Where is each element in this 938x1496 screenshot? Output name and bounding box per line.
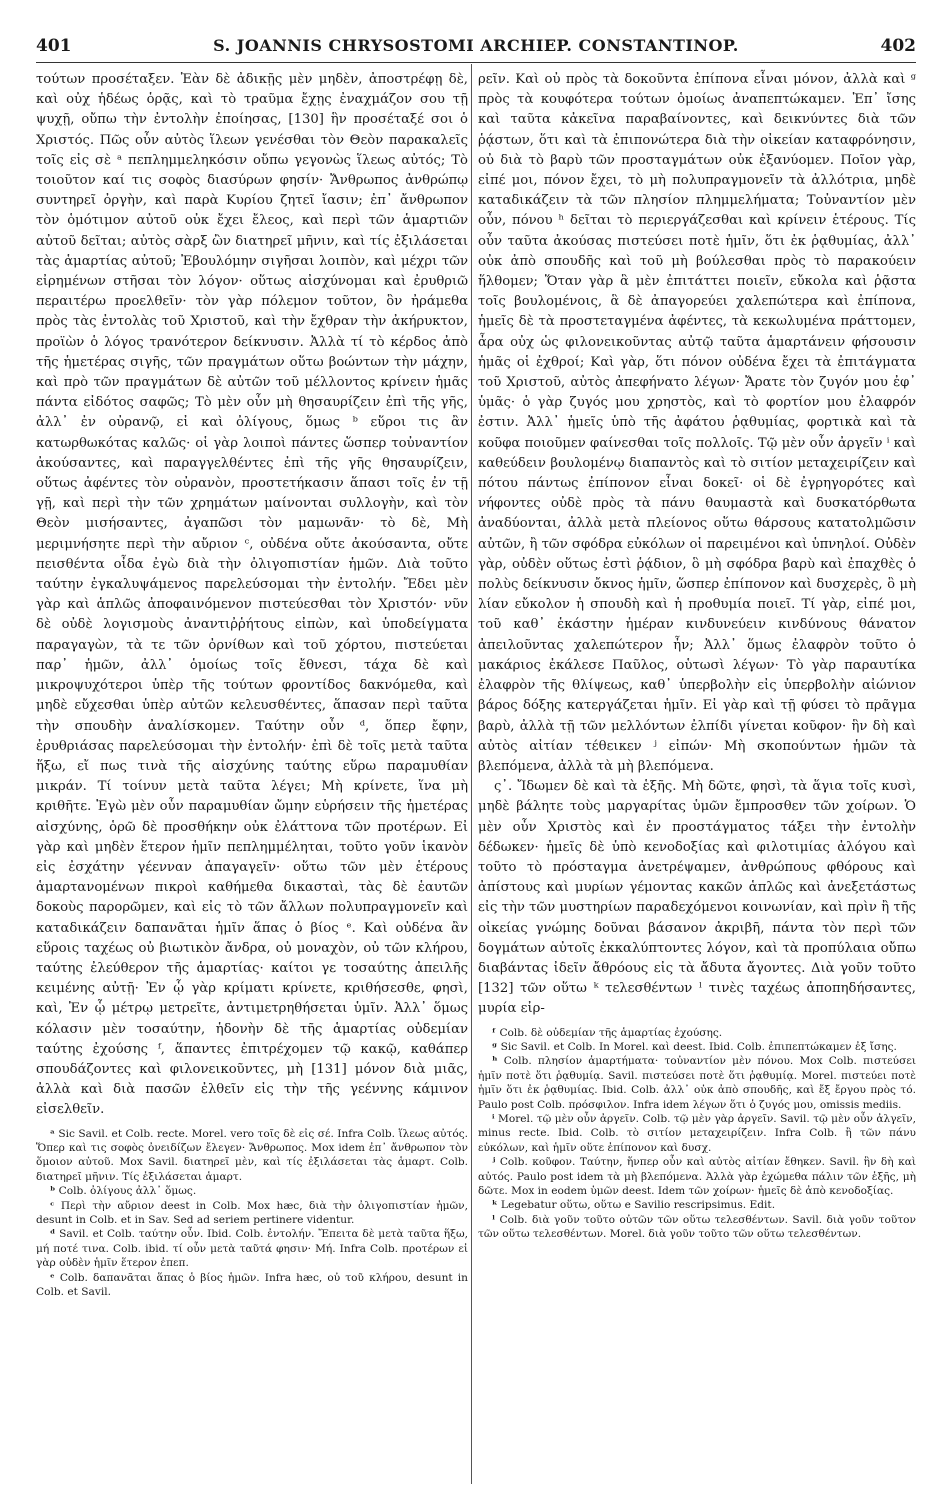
footnote-mark: ᶠ — [492, 1026, 497, 1039]
footnote-mark: ᵇ — [50, 1185, 56, 1198]
running-header — [36, 36, 916, 60]
footnote — [478, 1155, 916, 1198]
left-page-number: 401 — [36, 36, 72, 56]
left-body-text — [36, 70, 468, 1121]
footnote — [478, 1198, 916, 1212]
footnote-text: Savil. et Colb. ταύτην οὖν. Ibid. Colb. ἐντολήν. Ἔπειτα δὲ μετὰ ταῦτα ἥξω, μή ποτέ τινα. Colb. ibid. τί οὖν μετὰ ταῦτά φησιν· Μή. Infra Colb. προτέρων εἰ γὰρ οὐδὲν ἡμῖν ἕτερον ἐπεπ. — [36, 1228, 468, 1270]
footnote-text: Colb. ὀλίγους ἀλλ᾽ ὅμως. — [58, 1185, 197, 1198]
footnote — [36, 1271, 468, 1300]
footnote-mark: ᶜ — [50, 1199, 55, 1212]
footnote-mark: ⁱ — [492, 1112, 495, 1125]
right-page-number: 402 — [880, 36, 916, 56]
right-column — [478, 70, 916, 1242]
column-divider — [471, 64, 472, 1484]
footnote-mark: ʰ — [492, 1055, 498, 1068]
footnote-mark: ᵈ — [50, 1228, 56, 1241]
footnote-mark: ˡ — [492, 1213, 496, 1226]
left-column — [36, 70, 468, 1299]
footnote-text: Legebatur οὕτω, οὕτω e Savilio rescripsimus. Edit. — [500, 1199, 776, 1212]
footnote-text: Morel. τῷ μὲν οὖν ἀργεῖν. Colb. τῷ μὲν γὰρ ἀργεῖν. Savil. τῷ μὲν οὖν ἀλγεῖν, minus recte. Ibid. Colb. τὸ σιτίον μεταχειρίζειν. Infra Colb. ἢ τῶν πάνυ εὐκόλων, καὶ ἡμῖν οὕτε ἐπίπονον καὶ δυσχ. — [478, 1112, 916, 1154]
footnote-text: Περὶ τὴν αὔριον deest in Colb. Mox hæc, διὰ τὴν ὀλιγοπιστίαν ἡμῶν, desunt in Colb. et in Sav. Sed ad seriem pertinere videntur. — [36, 1199, 468, 1226]
footnote — [36, 1127, 468, 1185]
footnote-mark: ᵉ — [50, 1271, 55, 1284]
footnote — [36, 1184, 468, 1198]
footnote-mark: ʲ — [492, 1156, 496, 1169]
footnote — [36, 1227, 468, 1270]
footnote-text: Colb. πλησίον ἁμαρτήματα· τοὐναντίον μὲν πόνου. Mox Colb. πιστεύσει ἡμῖν ποτὲ ὅτι ῥᾳθυμίᾳ. Savil. πιστεύσει ποτὲ ὅτι ῥᾳθυμίᾳ. Morel. πιστεύει ποτὲ ἡμῖν ὅτι ἐκ ῥᾳθυμίας. Ibid. Colb. ἀλλ᾽ οὐκ ἀπὸ σπουδῆς, καὶ ἔξ ἔργου πρὸς τό. Paulo post Colb. πρόσφιλον. Infra idem λέγων ὅτι ὁ ζυγός μου, omissis mediis. — [478, 1055, 916, 1111]
footnote-text: Colb. δὲ οὐδεμίαν τῆς ἁμαρτίας ἐχούσης. — [499, 1026, 723, 1039]
footnote-text: Sic Savil. et Colb. In Morel. καὶ deest. Ibid. Colb. ἐπιπεπτώκαμεν ἐξ ἴσης. — [500, 1040, 897, 1053]
left-footnotes — [36, 1127, 468, 1300]
footnote-text: Colb. κοῦφον. Ταύτην, ἥνπερ οὖν καὶ αὐτὸς αἰτίαν ἔθηκεν. Savil. ἣν δὴ καὶ αὐτός. Paulo post idem τὰ μὴ βλεπόμενα. Ἀλλὰ γὰρ ἐχώμεθα πάλιν τῶν ἑξῆς, μὴ δῶτε. Mox in eodem ὑμῶν deest. Idem τῶν χοίρων· ἡμεῖς δὲ ἀπὸ κενοδοξίας. — [478, 1156, 917, 1198]
footnote — [478, 1026, 916, 1040]
footnote — [478, 1112, 916, 1155]
footnote — [478, 1054, 916, 1112]
left-paragraph: τούτων προσέταξεν. Ἐὰν δὲ ἀδικῇς μὲν μηδὲν, ἀποστρέφῃ δὲ, καὶ οὐχ ἡδέως ὁρᾷς, καὶ τὸ τραῦμα ἔχῃς ἐναχμάζον σου τῇ ψυχῇ, οὔπω τὴν ἐντολὴν ἐποίησας, [130] ἣν προσέταξέ σοι ὁ Χριστός. Πῶς οὖν αὐτὸς ἵλεων γενέσθαι τὸν Θεὸν παρακαλεῖς τοῖς εἰς σὲ ᵃ πεπλημμεληκόσιν οὔπω γεγονὼς ἵλεως αὐτός; Τὸ τοιοῦτον καί τις σοφὸς διασύρων φησίν· Ἄνθρωπος ἀνθρώπῳ συντηρεῖ ὀργὴν, καὶ παρὰ Κυρίου ζητεῖ ἴασιν; ἐπ᾽ ἄνθρωπον τὸν ὁμότιμον αὐτοῦ οὐκ ἔχει ἔλεος, καὶ περὶ τῶν ἁμαρτιῶν αὐτοῦ δεῖται; αὐτὸς σὰρξ ὢν διατηρεῖ μῆνιν, καὶ τίς ἐξιλάσεται τὰς ἁμαρτίας αὐτοῦ; Ἐβουλόμην σιγῆσαι λοιπὸν, καὶ μέχρι τῶν εἰρημένων στῆσαι τὸν λόγον· οὕτως αἰσχύνομαι καὶ ἐρυθριῶ περαιτέρω προελθεῖν· τὸν γὰρ πόλεμον τοῦτον, ὃν ἠράμεθα πρὸς τὰς ἐντολὰς τοῦ Χριστοῦ, καὶ τὴν ἔχθραν τὴν ἀκήρυκτον, προϊὼν ὁ λόγος τρανότερον δείκνυσιν. Ἀλλὰ τί τὸ κέρδος ἀπὸ τῆς ἡμετέρας σιγῆς, τῶν πραγμάτων οὕτω βοώντων τὴν μάχην, καὶ πρὸ τῶν πραγμάτων δὲ αὐτῶν τοῦ μέλλοντος κρίνειν ἡμᾶς πάντα εἰδότος σαφῶς; Τὸ μὲν οὖν μὴ θησαυρίζειν ἐπὶ τῆς γῆς, ἀλλ᾽ ἐν οὐρανῷ, εἰ καὶ ὀλίγους, ὅμως ᵇ εὕροι τις ἂν κατωρθωκότας καλῶς· οἱ γὰρ λοιποὶ πάντες ὥσπερ τοὐναντίον ἀκούσαντες, καὶ παραγγελθέντες ἐπὶ τῆς γῆς θησαυρίζειν, οὕτως ἀφέντες τὸν οὐρανὸν, προστετήκασιν ἅπασι τοῖς ἐν τῇ γῇ, καὶ περὶ τὴν τῶν χρημάτων μαίνονται συλλογὴν, καὶ τὸν Θεὸν μισήσαντες, ἀγαπῶσι τὸν μαμωνᾶν· τὸ δὲ, Μὴ μεριμνήσητε περὶ τὴν αὔριον ᶜ, οὐδένα οὔτε ἀκούσαντα, οὔτε πεισθέντα οἶδα ἐγὼ διὰ τὴν ὀλιγοπιστίαν ἡμῶν. Διὰ τοῦτο ταύτην ἐγκαλυψάμενος παρελεύσομαι τὴν ἐντολήν. Ἔδει μὲν γὰρ καὶ ἁπλῶς ἀποφαινόμενον πιστεύεσθαι τὸν Χριστόν· νῦν δὲ οὐδὲ λογισμοὺς ἀναντιῤῥήτους εἰπὼν, καὶ ὑποδείγματα παραγαγὼν, τὰ τε τῶν ὀρνίθων καὶ τοῦ χόρτου, πιστεύεται παρ᾽ ἡμῶν, ἀλλ᾽ ὁμοίως τοῖς ἔθνεσι, τάχα δὲ καὶ μικροψυχότεροι ὑπὲρ τῆς τούτων φροντίδος δακνόμεθα, καὶ μηδὲ εὔχεσθαι ὑπὲρ αὐτῶν κελευσθέντες, ἅπασαν περὶ ταῦτα τὴν σπουδὴν ἀναλίσκομεν. Ταύτην οὖν ᵈ, ὅπερ ἔφην, ἐρυθριάσας παρελεύσομαι τὴν ἐντολήν· ἐπὶ δὲ τοῖς μετὰ ταῦτα ἥξω, εἴ πως τινὰ τῆς αἰσχύνης ταύτης εὕρω παραμυθίαν μικράν. Τί τοίνυν μετὰ ταῦτα λέγει; Μὴ κρίνετε, ἵνα μὴ κριθῆτε. Ἐγὼ μὲν οὖν παραμυθίαν ὤμην εὑρήσειν τῆς ἡμετέρας αἰσχύνης, ὁρῶ δὲ προσθήκην οὐκ ἐλάττονα τῶν προτέρων. Εἰ γὰρ καὶ μηδὲν ἕτερον ἡμῖν πεπλημμέληται, τοῦτο γοῦν ἱκανὸν εἰς ἐσχάτην γέενναν ἀπαγαγεῖν· οὕτω τῶν μὲν ἑτέρους ἁμαρτανομένων πικροὶ καθήμεθα δικασταὶ, τὰς δὲ ἑαυτῶν δοκοὺς παρορῶμεν, καὶ εἰς τὸ τῶν ἄλλων πολυπραγμονεῖν καὶ καταδικάζειν δαπανᾶται ἡμῖν ἅπας ὁ βίος ᵉ. Καὶ οὐδένα ἂν εὕροις ταχέως οὐ βιωτικὸν ἄνδρα, οὐ μοναχὸν, οὐ τῶν κλήρου, ταύτης ἐλεύθερον τῆς ἁμαρτίας· καίτοι γε τοσαύτης ἀπειλῆς κειμένης αὐτῇ· Ἐν ᾧ γὰρ κρίματι κρίνετε, κριθήσεσθε, φησὶ, καὶ, Ἐν ᾧ μέτρῳ μετρεῖτε, ἀντιμετρηθήσεται ὑμῖν. Ἀλλ᾽ ὅμως κόλασιν μὲν τοσαύτην, ἡδονὴν δὲ τῆς ἁμαρτίας οὐδεμίαν ταύτης ἐχούσης ᶠ, ἅπαντες ἐπιτρέχομεν τῷ κακῷ, καθάπερ σπουδάζοντες καὶ φιλονεικοῦντες, μὴ [131] μόνον διὰ μιᾶς, ἀλλὰ καὶ διὰ πασῶν ἐλθεῖν εἰς τὴν τῆς γεέννης κάμινον εἰσελθεῖν. — [36, 72, 468, 1118]
footnote-mark: ᵍ — [492, 1040, 498, 1053]
running-title: S. JOANNIS CHRYSOSTOMI ARCHIEP. CONSTANTINOP. — [213, 36, 739, 55]
footnote — [36, 1199, 468, 1228]
footnote — [478, 1040, 916, 1054]
footnote — [478, 1213, 916, 1242]
footnote-mark: ᵃ — [50, 1127, 55, 1140]
right-paragraph: ρεῖν. Καὶ οὐ πρὸς τὰ δοκοῦντα ἐπίπονα εἶναι μόνον, ἀλλὰ καὶ ᵍ πρὸς τὰ κουφότερα τούτων ὁμοίως ἀναπεπτώκαμεν. Ἐπ᾽ ἴσης καὶ ταῦτα κἀκεῖνα παραβαίνοντες, καὶ δεικνύντες διὰ τῶν ῥᾴστων, ὅτι καὶ τὰ ἐπιπονώτερα διὰ τὴν οἰκείαν καταφρόνησιν, οὐ διὰ τὸ βαρὺ τῶν προσταγμάτων οὐκ ἐξανύομεν. Ποῖον γὰρ, εἰπέ μοι, πόνον ἔχει, τὸ μὴ πολυπραγμονεῖν τὰ ἀλλότρια, μηδὲ καταδικάζειν τὰ τῶν πλησίον πλημμελήματα; Τοὐναντίον μὲν οὖν, πόνου ʰ δεῖται τὸ περιεργάζεσθαι καὶ κρίνειν ἑτέρους. Τίς οὖν ταῦτα ἀκούσας πιστεύσει ποτὲ ἡμῖν, ὅτι ἐκ ῥᾳθυμίας, ἀλλ᾽ οὐκ ἀπὸ σπουδῆς καὶ τοῦ μὴ βούλεσθαι πρὸς τὸ παρακούειν ἥλθομεν; Ὅταν γὰρ ἃ μὲν ἐπιτάττει ποιεῖν, εὔκολα καὶ ῥᾷστα τοῖς βουλομένοις, ἃ δὲ ἀπαγορεύει χαλεπώτερα καὶ ἐπίπονα, ἡμεῖς δὲ τὰ προστεταγμένα ἀφέντες, τὰ κεκωλυμένα πράττομεν, ἆρα οὐχ ὡς φιλονεικοῦντας αὐτῷ ταῦτα ἁμαρτάνειν φήσουσιν ἡμᾶς οἱ ἐχθροί; Καὶ γὰρ, ὅτι πόνον οὐδένα ἔχει τὰ ἐπιτάγματα τοῦ Χριστοῦ, αὐτὸς ἀπεφήνατο λέγων· Ἄρατε τὸν ζυγόν μου ἐφ᾽ ὑμᾶς· ὁ γὰρ ζυγός μου χρηστὸς, καὶ τὸ φορτίον μου ἐλαφρόν ἐστιν. Ἀλλ᾽ ἡμεῖς ὑπὸ τῆς ἀφάτου ῥᾳθυμίας, φορτικὰ καὶ τὰ κοῦφα ποιοῦμεν φαίνεσθαι τοῖς πολλοῖς. Τῷ μὲν οὖν ἀργεῖν ⁱ καὶ καθεύδειν βουλομένῳ διαπαντὸς καὶ τὸ σιτίον μεταχειρίζειν καὶ πότου πάντως ἐπίπονον εἶναι δοκεῖ· οἱ δὲ ἐγρηγορότες καὶ νήφοντες οὐδὲ πρὸς τὰ πάνυ θαυμαστὰ καὶ δυσκατόρθωτα ἀναδύονται, ἀλλὰ μετὰ πλείονος οὕτω θάρσους κατατολμῶσιν αὐτῶν, ἢ τῶν σφόδρα εὐκόλων οἱ παρειμένοι καὶ ὑπνηλοί. Οὐδὲν γὰρ, οὐδὲν οὕτως ἐστὶ ῥᾴδιον, ὃ μὴ σφόδρα βαρὺ καὶ ἐπαχθὲς ὁ πολὺς δείκνυσιν ὄκνος ἡμῖν, ὥσπερ ἐπίπονον καὶ δυσχερὲς, ὃ μὴ λίαν εὔκολον ἡ σπουδὴ καὶ ἡ προθυμία ποιεῖ. Τί γὰρ, εἰπέ μοι, τοῦ καθ᾽ ἑκάστην ἡμέραν κινδυνεύειν κινδύνους θάνατον ἀπειλοῦντας χαλεπώτερον ἦν; Ἀλλ᾽ ὅμως ἐλαφρὸν τοῦτο ὁ μακάριος ἐκάλεσε Παῦλος, οὑτωσὶ λέγων· Τὸ γὰρ παραυτίκα ἐλαφρὸν τῆς θλίψεως, καθ᾽ ὑπερβολὴν εἰς ὑπερβολὴν αἰώνιον βάρος δόξης κατεργάζεται ἡμῖν. Εἰ γὰρ καὶ τῇ φύσει τὸ πρᾶγμα βαρὺ, ἀλλὰ τῇ τῶν μελλόντων ἐλπίδι γίνεται κοῦφον· ἣν δὴ καὶ αὐτὸς αἰτίαν τέθεικεν ʲ εἰπών· Μὴ σκοπούντων ἡμῶν τὰ βλεπόμενα, ἀλλὰ τὰ μὴ βλεπόμενα. — [478, 72, 916, 774]
footnote-mark: ᵏ — [492, 1199, 498, 1212]
header-rule — [36, 62, 916, 63]
footnote-text: Sic Savil. et Colb. recte. Morel. vero τοῖς δὲ εἰς σέ. Infra Colb. ἵλεως αὐτός. Ὅπερ καὶ τις σοφὸς ὀνειδίζων ἔλεγεν· Ἄνθρωπος. Mox idem ἐπ᾽ ἄνθρωπον τὸν ὅμοιον αὐτοῦ. Mox Savil. διατηρεῖ μὲν, καὶ τίς ἐξιλάσεται τὰς ἁμαρτ. Colb. διατηρεῖ μῆνιν. Τίς ἐξιλάσεται ἁμαρτ. — [36, 1127, 468, 1183]
right-paragraph-section: ς᾽. Ἴδωμεν δὲ καὶ τὰ ἑξῆς. Μὴ δῶτε, φησὶ, τὰ ἅγια τοῖς κυσὶ, μηδὲ βάλητε τοὺς μαργαρίτας ὑμῶν ἔμπροσθεν τῶν χοίρων. Ὁ μὲν οὖν Χριστὸς καὶ ἐν προστάγματος τάξει τὴν ἐντολὴν δέδωκεν· ἡμεῖς δὲ ὑπὸ κενοδοξίας καὶ φιλοτιμίας ἀλόγου καὶ τοῦτο τὸ πρόσταγμα ἀνετρέψαμεν, ἀνθρώπους φθόρους καὶ ἀπίστους καὶ μυρίων γέμοντας κακῶν ἁπλῶς καὶ ἀνεξετάστως εἰς τὴν τῶν μυστηρίων παραδεχόμενοι κοινωνίαν, καὶ πρὶν ἢ τῆς οἰκείας γνώμης δοῦναι βάσανον ἀκριβῆ, πάντα τὸν περὶ τῶν δογμάτων αὐτοῖς ἐκκαλύπτοντες λόγον, καὶ τὰ προπύλαια οὔπω διαβάντας ἰδεῖν ἄθρόους εἰς τὰ ἄδυτα ἄγοντες. Διὰ γοῦν τοῦτο [132] τῶν οὕτω ᵏ τελεσθέντων ˡ τινὲς ταχέως ἀποπηδήσαντες, μυρία εἰρ- — [478, 779, 916, 1017]
footnote-text: Colb. διὰ γοῦν τοῦτο οὐτῶν τῶν οὕτω τελεσθέντων. Savil. διὰ γοῦν τοῦτον τῶν οὕτω τελεσθέντων. Morel. διὰ γοῦν τοῦτο τῶν οὕτω τελεσθέντων. — [478, 1213, 917, 1241]
right-footnotes — [478, 1026, 916, 1242]
footnote-text: Colb. δαπανᾶται ἅπας ὁ βίος ἡμῶν. Infra hæc, οὐ τοῦ κλήρου, desunt in Colb. et Savil. — [36, 1271, 468, 1299]
right-body-text — [478, 70, 916, 1020]
